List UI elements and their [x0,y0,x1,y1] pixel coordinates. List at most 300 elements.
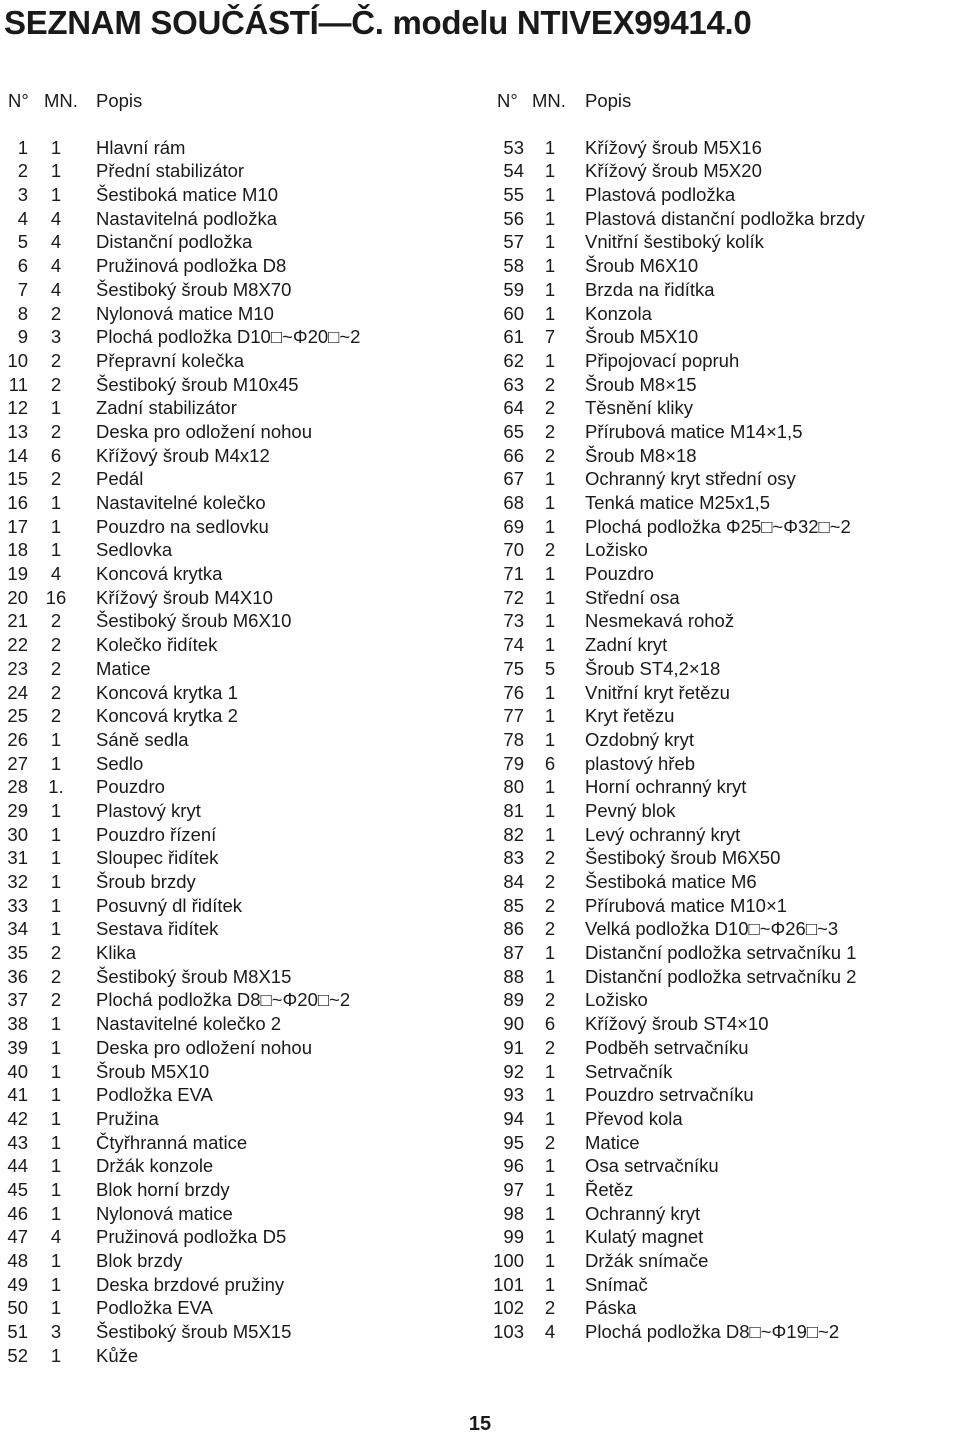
part-description: Tenká matice M25x1,5 [585,492,771,513]
part-description: Pružinová podložka D8 [96,255,287,277]
part-quantity: 6 [50,444,62,466]
part-number: 53 [503,136,524,158]
part-description: Křížový šroub M5X16 [585,136,762,158]
part-quantity: 1 [544,1084,556,1106]
part-number: 69 [503,515,524,537]
part-number: 94 [503,1107,524,1129]
part-description: Sestava řidítek [96,918,219,940]
part-row [0,1344,470,1368]
part-description: Kryt řetězu [585,705,675,727]
part-number: 26 [7,728,28,750]
part-description: Plastová distanční podložka brzdy [585,207,865,229]
part-row [490,325,960,349]
part-row [490,1178,960,1202]
column-header [490,89,960,113]
part-description: Distanční podložka [96,231,253,253]
part-description: Sáně sedla [96,728,189,750]
part-row [0,1131,470,1155]
part-description: Řetěz [585,1178,634,1200]
part-number: 7 [17,278,28,300]
part-number: 30 [7,823,28,845]
part-row [490,1249,960,1273]
part-row [490,775,960,799]
part-quantity: 1 [544,823,556,845]
part-number: 41 [7,1084,28,1106]
part-row [490,846,960,870]
part-quantity: 1 [50,1202,62,1224]
part-number: 25 [7,705,28,727]
part-quantity: 1 [544,1155,556,1177]
part-description: Nylonová matice M10 [96,302,274,324]
part-row [0,846,470,870]
part-row [0,396,470,420]
part-quantity: 1 [544,136,556,158]
part-row [0,823,470,847]
part-description: Šroub M8×15 [585,373,697,395]
part-number: 99 [503,1226,524,1248]
part-quantity: 1 [50,539,62,561]
part-row [0,491,470,515]
part-number: 13 [7,420,28,442]
part-number: 58 [503,255,524,277]
part-number: 51 [7,1321,28,1343]
part-description: Šroub M6X10 [585,255,699,277]
part-row [0,373,470,397]
part-row [0,420,470,444]
part-row [490,609,960,633]
part-number: 75 [503,657,524,679]
part-row [0,1036,470,1060]
part-description: Vnitřní kryt řetězu [585,681,730,703]
part-number: 56 [503,207,524,229]
part-row [0,988,470,1012]
part-number: 47 [7,1226,28,1248]
part-number: 32 [7,871,28,892]
part-number: 8 [17,302,28,324]
part-description: Nastavitelné kolečko 2 [96,1013,282,1035]
part-description: Těsnění kliky [585,397,693,419]
part-description: Sloupec řidítek [96,847,219,869]
parts-rows-left [0,136,470,1368]
part-quantity: 1 [50,894,62,916]
part-number: 38 [7,1013,28,1035]
part-description: Snímač [585,1273,648,1295]
part-row [490,823,960,847]
part-description: Podložka EVA [96,1297,213,1319]
part-number: 89 [503,989,524,1011]
part-quantity: 1 [544,255,556,277]
part-description: Blok brzdy [96,1250,183,1271]
part-number: 79 [503,752,524,774]
part-number: 64 [503,397,524,419]
part-quantity: 1 [50,1013,62,1035]
part-description: Šestiboká matice M6 [585,871,757,892]
part-number: 92 [503,1060,524,1082]
part-number: 67 [503,468,524,490]
part-number: 66 [503,444,524,466]
part-description: Konzola [585,302,652,324]
part-quantity: 16 [45,586,67,608]
part-quantity: 4 [544,1321,556,1343]
part-description: Křížový šroub M5X20 [585,160,762,182]
part-description: Páska [585,1297,637,1319]
part-row [490,396,960,420]
part-quantity: 1 [50,728,62,750]
part-quantity: 2 [544,539,556,561]
part-row [0,657,470,681]
part-number: 81 [503,799,524,821]
part-row [0,302,470,326]
part-quantity: 2 [50,610,62,632]
part-row [0,349,470,373]
part-number: 68 [503,492,524,513]
part-row [490,1154,960,1178]
part-quantity: 2 [50,705,62,727]
part-row [490,1273,960,1297]
part-quantity: 1 [544,492,556,513]
part-number: 61 [503,326,524,348]
part-quantity: 1 [544,1107,556,1129]
part-number: 43 [7,1131,28,1153]
part-quantity: 2 [544,373,556,395]
part-number: 96 [503,1155,524,1177]
part-quantity: 1 [50,397,62,419]
part-description: Klika [96,942,137,964]
part-number: 10 [7,349,28,371]
part-row [490,515,960,539]
part-quantity: 1 [50,871,62,892]
part-number: 77 [503,705,524,727]
part-quantity: 1 [50,847,62,869]
part-number: 63 [503,373,524,395]
part-row [0,159,470,183]
part-description: Zadní stabilizátor [96,397,237,419]
part-number: 88 [503,965,524,987]
part-number: 86 [503,918,524,940]
part-row [0,1296,470,1320]
part-row [0,799,470,823]
part-description: Křížový šroub M4X10 [96,586,273,608]
part-description: Šestiboký šroub M6X10 [96,610,292,632]
part-number: 101 [493,1273,524,1295]
part-number: 72 [503,586,524,608]
part-number: 82 [503,823,524,845]
part-description: Nastavitelná podložka [96,207,277,229]
part-quantity: 1 [50,752,62,774]
part-number: 62 [503,349,524,371]
part-description: Hlavní rám [96,136,186,158]
part-row [490,1107,960,1131]
part-row [490,1083,960,1107]
part-number: 18 [7,539,28,561]
part-row [0,254,470,278]
part-row [490,799,960,823]
part-quantity: 1 [544,1060,556,1082]
part-row [490,1320,960,1344]
part-quantity: 2 [544,894,556,916]
part-number: 93 [503,1084,524,1106]
header-description: Popis [96,90,143,111]
part-quantity: 1 [50,1155,62,1177]
part-description: Nastavitelné kolečko [96,492,266,513]
part-quantity: 1 [544,515,556,537]
part-quantity: 1 [544,965,556,987]
part-row [0,538,470,562]
part-row [490,467,960,491]
part-quantity: 1 [544,728,556,750]
part-quantity: 1 [544,468,556,490]
part-number: 29 [7,799,28,821]
part-number: 2 [17,160,28,182]
part-description: Kůže [96,1344,139,1366]
part-quantity: 1 [50,918,62,940]
part-quantity: 1 [544,942,556,964]
part-description: Osa setrvačníku [585,1155,719,1177]
part-row [0,1249,470,1273]
part-description: Pružinová podložka D5 [96,1226,287,1248]
part-quantity: 2 [544,444,556,466]
part-number: 24 [7,681,28,703]
part-row [490,1012,960,1036]
part-description: Matice [585,1131,640,1153]
part-description: plastový hřeb [585,752,696,774]
part-description: Podběh setrvačníku [585,1036,749,1058]
part-quantity: 1 [50,515,62,537]
part-description: Šestiboký šroub M10x45 [96,373,299,395]
part-quantity: 4 [50,255,62,277]
part-number: 37 [7,989,28,1011]
part-description: Kulatý magnet [585,1226,704,1248]
part-description: Pouzdro na sedlovku [96,515,269,537]
part-row [490,562,960,586]
part-row [0,1083,470,1107]
part-row [0,681,470,705]
part-description: Šroub M5X10 [585,326,699,348]
part-quantity: 1 [544,1178,556,1200]
part-row [0,467,470,491]
part-description: Koncová krytka 2 [96,705,238,727]
part-number: 80 [503,776,524,798]
part-quantity: 4 [50,278,62,300]
part-quantity: 2 [50,634,62,656]
part-quantity: 2 [544,871,556,892]
part-number: 44 [7,1155,28,1177]
part-number: 74 [503,634,524,656]
part-quantity: 1 [50,823,62,845]
part-quantity: 1 [544,681,556,703]
part-quantity: 1 [50,799,62,821]
part-quantity: 1 [50,1178,62,1200]
part-description: Přepravní kolečka [96,349,245,371]
part-description: Zadní kryt [585,634,668,656]
part-quantity: 1 [50,160,62,182]
part-quantity: 7 [544,326,556,348]
part-description: Ložisko [585,989,648,1011]
part-quantity: 1 [50,1273,62,1295]
part-row [0,207,470,231]
part-number: 36 [7,965,28,987]
part-description: Posuvný dl řidítek [96,894,243,916]
part-description: Vnitřní šestiboký kolík [585,231,764,253]
part-row [0,444,470,468]
part-number: 97 [503,1178,524,1200]
part-row [0,775,470,799]
part-description: Matice [96,657,151,679]
part-quantity: 2 [50,989,62,1011]
part-quantity: 4 [50,207,62,229]
part-row [490,1131,960,1155]
part-number: 100 [493,1250,524,1271]
part-description: Deska pro odložení nohou [96,1036,312,1058]
part-row [490,1036,960,1060]
part-row [490,657,960,681]
part-description: Ozdobný kryt [585,728,694,750]
part-row [0,183,470,207]
part-number: 95 [503,1131,524,1153]
part-description: Ložisko [585,539,648,561]
part-description: Deska pro odložení nohou [96,420,312,442]
part-row [0,894,470,918]
part-description: Šestiboký šroub M6X50 [585,847,781,869]
part-description: Deska brzdové pružiny [96,1273,285,1295]
part-quantity: 1 [50,1107,62,1129]
part-description: Plastová podložka [585,184,736,206]
part-description: Střední osa [585,586,680,608]
part-number: 87 [503,942,524,964]
part-description: Šestiboká matice M10 [96,184,279,206]
part-quantity: 2 [50,468,62,490]
column-header [0,89,470,113]
part-number: 9 [17,326,28,348]
part-quantity: 3 [50,1321,62,1343]
part-number: 5 [17,231,28,253]
part-quantity: 1 [544,1250,556,1271]
part-row [0,562,470,586]
part-quantity: 1 [544,160,556,182]
part-description: Distanční podložka setrvačníku 1 [585,942,857,964]
part-row [0,1202,470,1226]
part-quantity: 1 [544,1202,556,1224]
part-row [0,728,470,752]
header-number: N° [8,90,29,111]
part-quantity: 2 [544,397,556,419]
part-description: Plochá podložka D10□~Φ20□~2 [96,326,361,348]
part-number: 54 [503,160,524,182]
part-number: 98 [503,1202,524,1224]
part-quantity: 1 [50,492,62,513]
part-number: 28 [7,776,28,798]
part-row [0,1107,470,1131]
part-quantity: 1 [544,1273,556,1295]
page-number: 15 [468,1413,492,1435]
part-number: 20 [7,586,28,608]
part-number: 59 [503,278,524,300]
part-quantity: 2 [544,1131,556,1153]
part-number: 45 [7,1178,28,1200]
part-row [490,965,960,989]
part-description: Blok horní brzdy [96,1178,230,1200]
part-number: 42 [7,1107,28,1129]
part-row [0,1060,470,1084]
part-row [490,633,960,657]
part-quantity: 1 [544,278,556,300]
part-number: 73 [503,610,524,632]
part-number: 27 [7,752,28,774]
part-row [0,609,470,633]
part-quantity: 2 [50,373,62,395]
part-quantity: 1 [50,1131,62,1153]
part-quantity: 1 [544,563,556,585]
part-row [490,728,960,752]
part-description: Držák snímače [585,1250,709,1271]
part-quantity: 1 [50,1297,62,1319]
part-row [0,1225,470,1249]
part-quantity: 1 [544,634,556,656]
part-description: Připojovací popruh [585,349,740,371]
part-description: Křížový šroub M4x12 [96,444,270,466]
part-description: Šestiboký šroub M8X15 [96,965,292,987]
part-number: 11 [8,373,28,395]
part-row [490,988,960,1012]
part-row [0,278,470,302]
part-description: Sedlovka [96,539,173,561]
part-description: Šroub M5X10 [96,1060,210,1082]
part-quantity: 1 [50,1344,62,1366]
part-quantity: 1 [544,302,556,324]
part-quantity: 6 [544,752,556,774]
part-row [0,965,470,989]
part-description: Distanční podložka setrvačníku 2 [585,965,857,987]
part-row [490,278,960,302]
part-quantity: 1 [544,776,556,798]
part-description: Horní ochranný kryt [585,776,747,798]
part-description: Levý ochranný kryt [585,823,741,845]
part-number: 35 [7,942,28,964]
header-quantity: MN. [532,90,566,111]
part-number: 31 [7,847,28,869]
part-description: Plochá podložka Φ25□~Φ32□~2 [585,515,851,537]
part-number: 90 [503,1013,524,1035]
part-description: Převod kola [585,1107,683,1129]
part-description: Nesmekavá rohož [585,610,735,632]
part-description: Přední stabilizátor [96,160,245,182]
part-description: Koncová krytka 1 [96,681,238,703]
part-quantity: 1 [544,207,556,229]
part-quantity: 2 [50,420,62,442]
part-description: Pouzdro [585,563,654,585]
part-description: Ochranný kryt střední osy [585,468,796,490]
part-number: 71 [503,563,524,585]
part-row [0,1154,470,1178]
part-quantity: 2 [544,420,556,442]
part-description: Držák konzole [96,1155,214,1177]
part-description: Plastový kryt [96,799,201,821]
part-description: Plochá podložka D8□~Φ20□~2 [96,989,351,1011]
part-number: 48 [7,1250,28,1271]
part-row [0,1012,470,1036]
part-quantity: 1 [50,1084,62,1106]
part-number: 60 [503,302,524,324]
part-quantity: 5 [544,657,556,679]
part-quantity: 4 [50,231,62,253]
part-number: 91 [503,1036,524,1058]
part-row [490,752,960,776]
part-quantity: 1 [544,349,556,371]
part-quantity: 2 [544,989,556,1011]
part-description: Ochranný kryt [585,1202,701,1224]
part-row [0,1273,470,1297]
part-description: Křížový šroub ST4×10 [585,1013,769,1035]
